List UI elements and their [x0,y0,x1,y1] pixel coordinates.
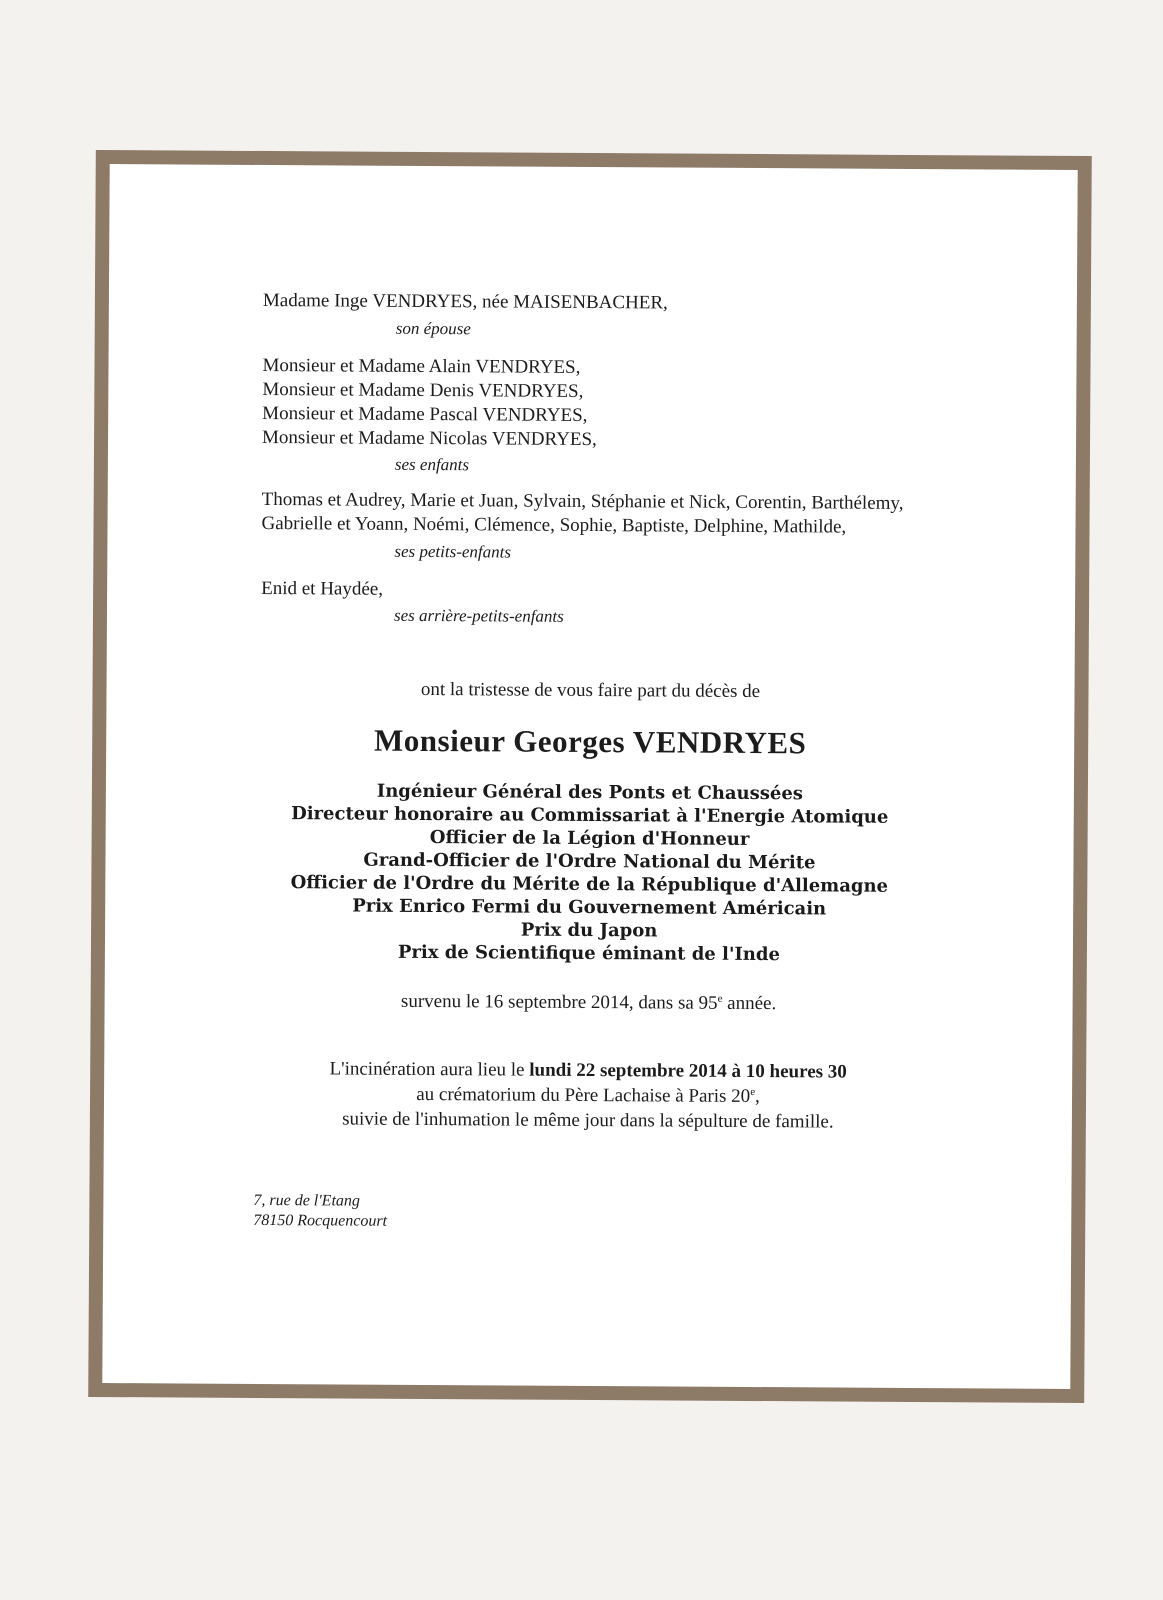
title-line: Directeur honoraire au Commissariat à l'Energie Atomique [291,803,889,828]
announcement-card [88,150,1092,1403]
child-line: Monsieur et Madame Alain VENDRYES, [262,354,581,378]
great-grandchildren-names: Enid et Haydée, [261,577,384,600]
great-grandchildren-role: ses arrière-petits-enfants [393,605,564,626]
child-line: Monsieur et Madame Pascal VENDRYES, [262,402,588,426]
address-street: 7, rue de l'Etang [253,1191,360,1210]
death-date: survenu le 16 septembre 2014, dans sa 95e année. [400,990,777,1015]
address-city: 78150 Rocquencourt [253,1211,388,1230]
title-line: Ingénieur Général des Ponts et Chaussées [376,780,804,805]
title-line: Officier de la Légion d'Honneur [429,827,750,850]
title-line: Prix Enrico Fermi du Gouvernement Américain [352,895,827,920]
spouse-name: Madame Inge VENDRYES, née MAISENBACHER, [262,289,668,314]
grandchildren-line: Gabrielle et Yoann, Noémi, Clémence, Sophie, Baptiste, Delphine, Mathilde, [261,512,847,538]
ceremony-line-3: suivie de l'inhumation le même jour dans la sépulture de famille. [342,1108,834,1133]
spouse-role: son épouse [395,318,471,339]
ceremony-line-2: au crématorium du Père Lachaise à Paris 20e, [416,1083,760,1108]
title-line: Prix du Japon [520,919,658,942]
children-role: ses enfants [394,454,470,475]
deceased-name: Monsieur Georges VENDRYES [374,722,807,761]
title-line: Prix de Scientifique éminant de l'Inde [397,941,781,966]
title-line: Officier de l'Ordre du Mérite de la République d'Allemagne [290,872,889,897]
title-line: Grand-Officier de l'Ordre National du Mérite [363,849,816,874]
child-line: Monsieur et Madame Nicolas VENDRYES, [262,426,597,451]
child-line: Monsieur et Madame Denis VENDRYES, [262,378,584,402]
titles-list [105,778,1074,968]
grandchildren-line: Thomas et Audrey, Marie et Juan, Sylvain, Stéphanie et Nick, Corentin, Barthélemy, [261,488,904,514]
announcement-text: ont la tristesse de vous faire part du décès de [420,678,761,703]
grandchildren-role: ses petits-enfants [394,541,512,562]
ceremony-line-1: L'incinération aura lieu le lundi 22 septembre 2014 à 10 heures 30 [329,1058,847,1083]
